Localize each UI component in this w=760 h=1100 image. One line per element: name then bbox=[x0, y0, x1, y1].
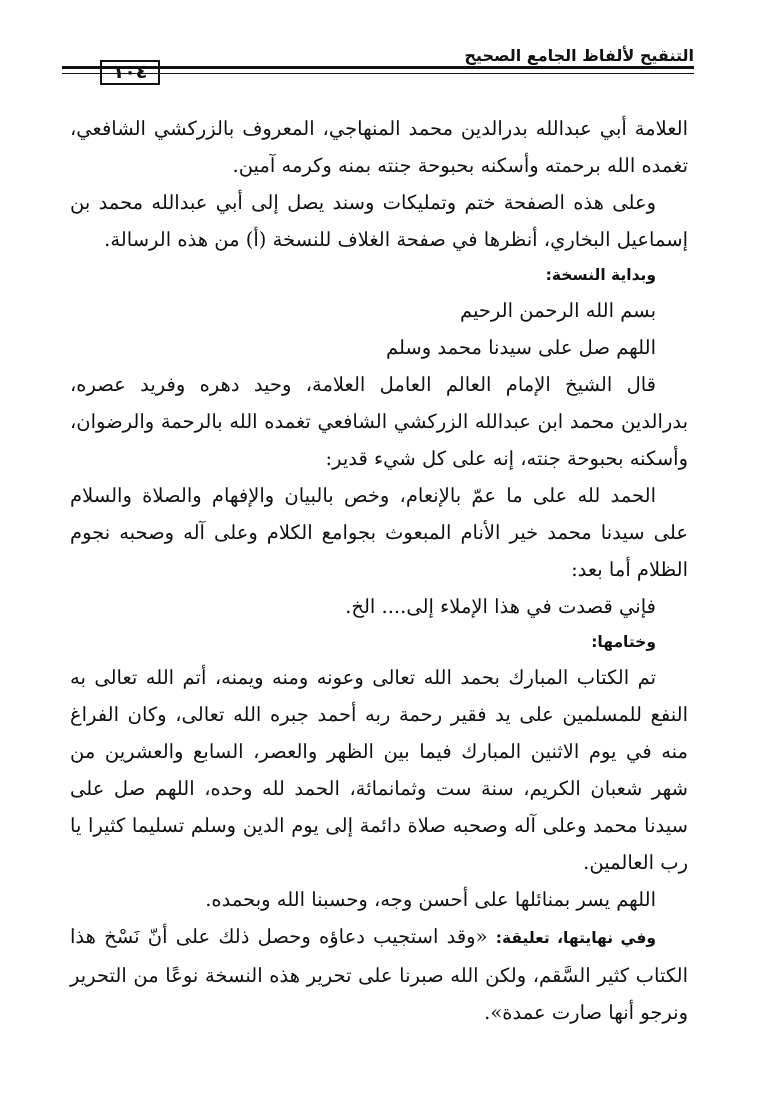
running-title: التنقيح لألفاظ الجامع الصحيح bbox=[464, 46, 694, 65]
paragraph-attribution: العلامة أبي عبدالله بدرالدين محمد المنهاجي، المعروف بالزركشي الشافعي، تغمده الله برحمته وأسكنه بحبوحة جنته بمنه وكرمه آمين. bbox=[70, 117, 688, 177]
heading-manuscript-beginning: وبداية النسخة: bbox=[545, 266, 656, 284]
marginal-note-label: وفي نهايتها، تعليقة: bbox=[495, 929, 657, 947]
marginal-note-text: «وقد استجيب دعاؤه وحصل ذلك على أنّ نَسْخ هذا الكتاب كثير السَّقم، ولكن الله صبرنا على تحرير هذه النسخة نوعًا من التحرير ونرجو أنها صارت عمدة». bbox=[70, 925, 688, 1024]
page-header bbox=[62, 44, 694, 96]
heading-manuscript-ending: وختامها: bbox=[591, 633, 656, 651]
paragraph-praise: الحمد لله على ما عمّ بالإنعام، وخص بالبيان والإفهام والصلاة والسلام على سيدنا محمد خير الأنام المبعوث بجوامع الكلام وعلى آله وصحبه نجوم الظلام أما بعد: bbox=[70, 484, 688, 581]
paragraph-seal-note: وعلى هذه الصفحة ختم وتمليكات وسند يصل إلى أبي عبدالله محمد بن إسماعيل البخاري، أنظرها في صفحة الغلاف للنسخة (أ) من هذه الرسالة. bbox=[70, 191, 688, 251]
paragraph-author-intro: قال الشيخ الإمام العالم العامل العلامة، وحيد دهره وفريد عصره، بدرالدين محمد ابن عبدالله الزركشي الشافعي تغمده الله بالرحمة والرضوان، وأسكنه بحبوحة جنته، إنه على كل شيء قدير: bbox=[70, 373, 688, 470]
page-number: ١٠٤ bbox=[100, 60, 160, 85]
page-body bbox=[70, 110, 688, 1031]
paragraph-colophon: تم الكتاب المبارك بحمد الله تعالى وعونه ومنه ويمنه، أتم الله تعالى به النفع للمسلمين على يد فقير رحمة ربه أحمد جبره الله تعالى، وكان الفراغ منه في يوم الاثنين المبارك فيما بين الظهر والعصر، السابع والعشرين من شهر شعبان الكريم، سنة ست وثمانمائة، الحمد لله وحده، اللهم صل على سيدنا محمد وعلى آله وصحبه صلاة دائمة إلى يوم الدين وسلم تسليما كثيرا يا رب العالمين. bbox=[70, 666, 688, 874]
paragraph-purpose: فإني قصدت في هذا الإملاء إلى.... الخ. bbox=[345, 595, 656, 618]
salawat-line: اللهم صل على سيدنا محمد وسلم bbox=[385, 336, 656, 359]
basmala-line: بسم الله الرحمن الرحيم bbox=[460, 299, 656, 322]
paragraph-marginal-note bbox=[70, 918, 688, 1031]
paragraph-prayer: اللهم يسر بمنائلها على أحسن وجه، وحسبنا الله وبحمده. bbox=[205, 888, 656, 911]
